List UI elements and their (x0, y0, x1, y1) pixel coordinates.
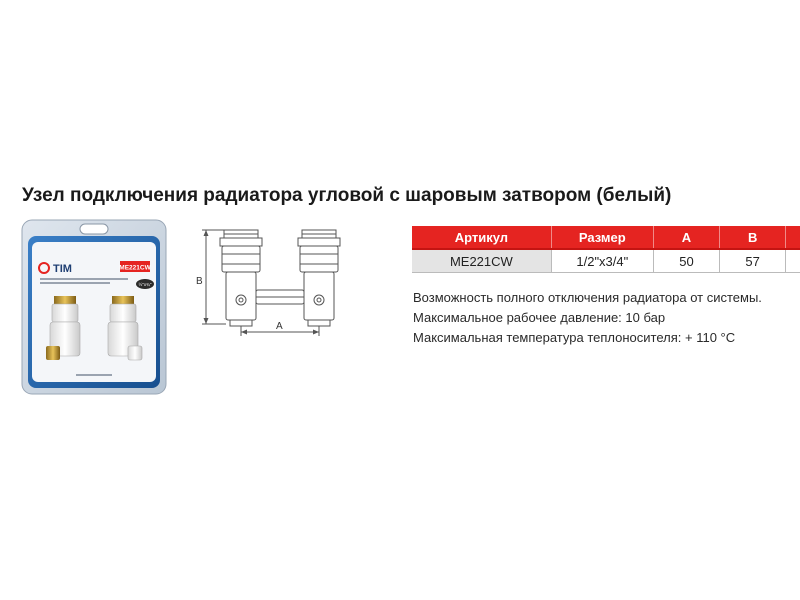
model-badge: ME221CW (119, 264, 151, 272)
cell-article: ME221CW (412, 249, 551, 273)
brand-label: TIM (53, 263, 72, 275)
feature-item: Максимальное рабочее давление: 10 бар (413, 310, 666, 325)
page-title: Узел подключения радиатора угловой с шаровым затвором (белый) (22, 184, 672, 206)
feature-item: Возможность полного отключения радиатора от системы. (413, 290, 762, 305)
dimension-label-b: B (196, 276, 203, 287)
technical-drawing (190, 222, 370, 352)
cell-b: 57 (720, 249, 786, 273)
header-a: A (653, 226, 719, 249)
product-package-image (20, 218, 168, 396)
cell-a: 50 (653, 249, 719, 273)
header-b: B (720, 226, 786, 249)
size-badge: ½"x¾" (138, 282, 152, 287)
feature-item: Максимальная температура теплоносителя: + 110 °С (413, 330, 736, 345)
dimension-label-a: A (276, 321, 283, 332)
cell-size: 1/2"x3/4" (551, 249, 653, 273)
header-size: Размер (551, 226, 653, 249)
cell-extra (786, 249, 800, 273)
features-list (413, 288, 762, 348)
spec-table (412, 226, 800, 273)
header-extra (786, 226, 800, 249)
table-row (412, 249, 800, 273)
table-header-row (412, 226, 800, 249)
header-article: Артикул (412, 226, 551, 249)
